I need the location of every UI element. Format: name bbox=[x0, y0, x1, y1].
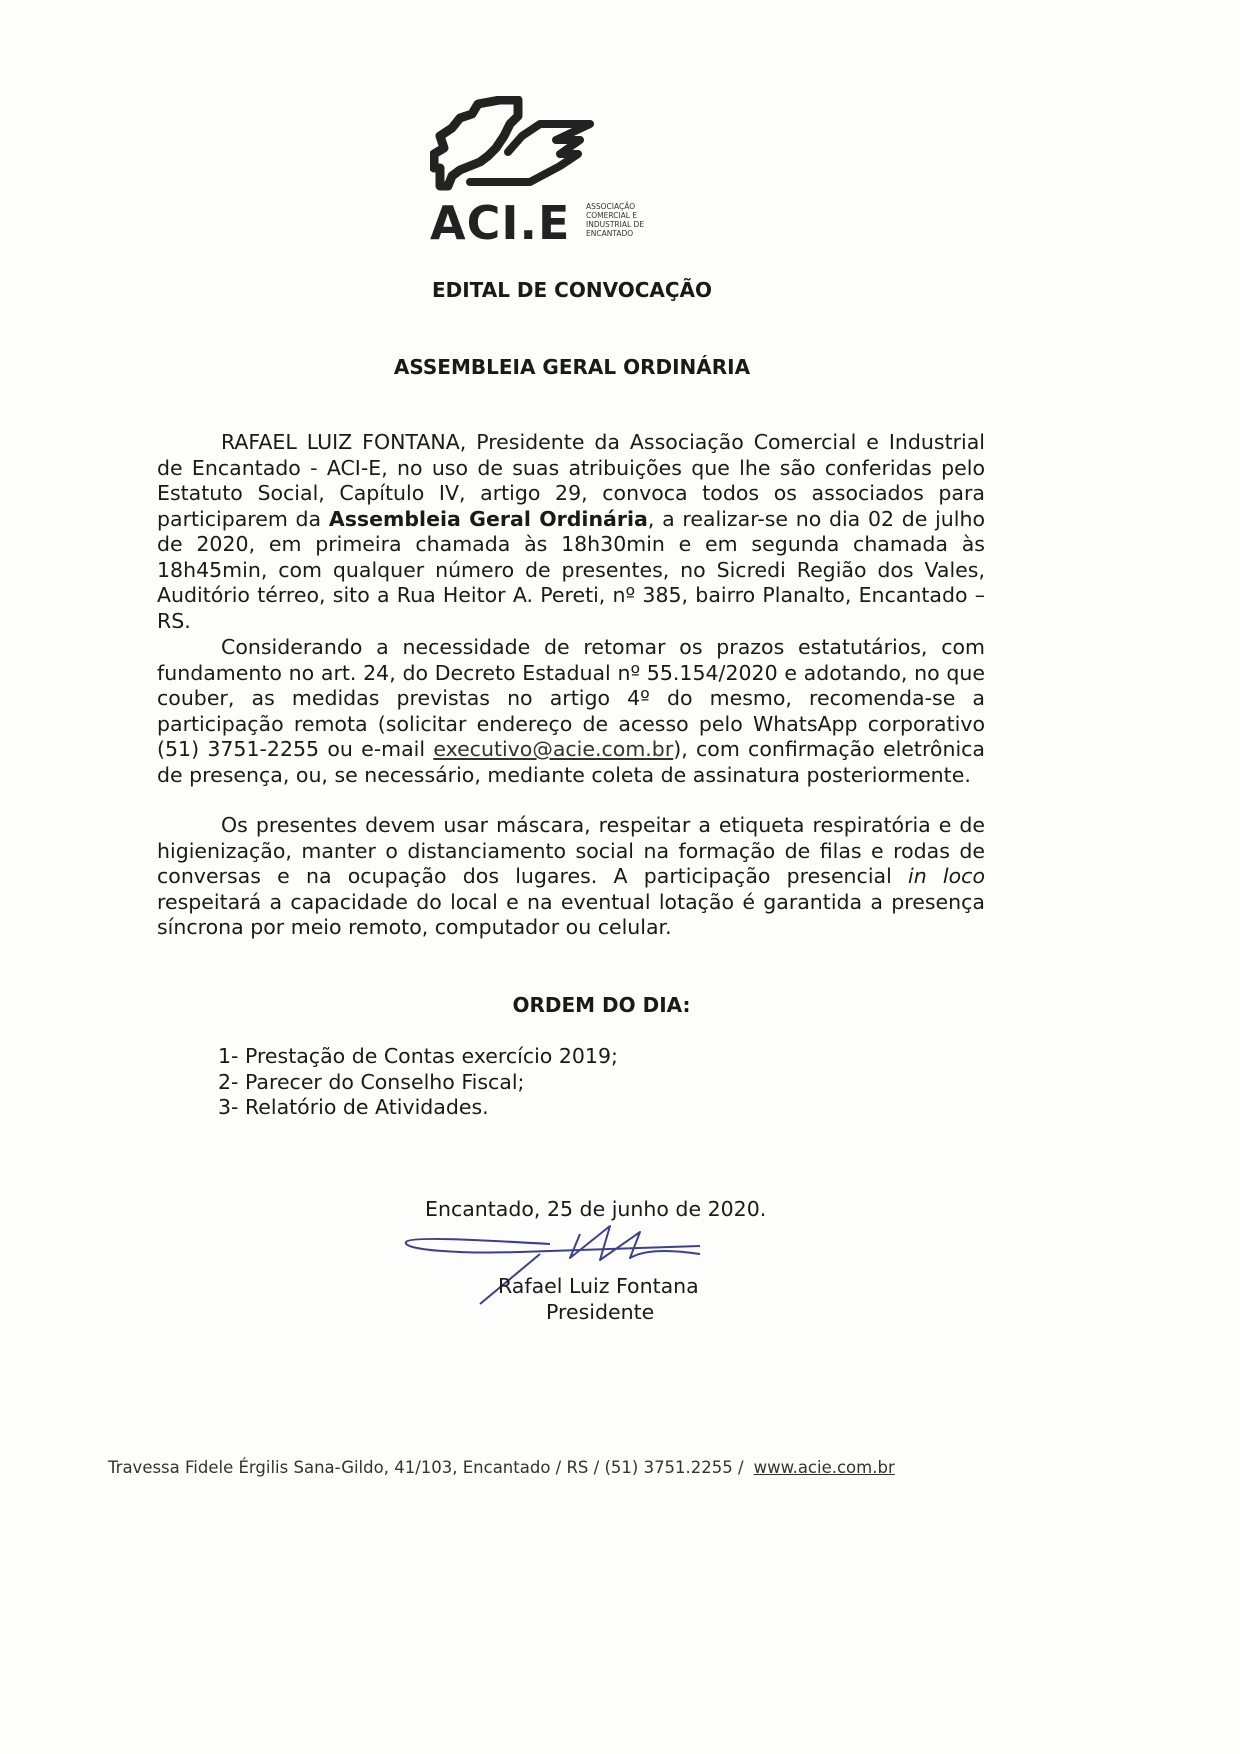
agenda-item: 3- Relatório de Atividades. bbox=[218, 1095, 489, 1119]
paragraph-remote-participation bbox=[157, 635, 985, 788]
footer-address: Travessa Fidele Érgilis Sana-Gildo, 41/103, Encantado / RS / (51) 3751.2255 / bbox=[108, 1458, 744, 1477]
agenda-item: 1- Prestação de Contas exercício 2019; bbox=[218, 1044, 618, 1068]
agenda-list bbox=[218, 1044, 618, 1121]
signatory-role: Presidente bbox=[546, 1300, 655, 1324]
footer bbox=[108, 1458, 895, 1477]
paragraph-text: respeitará a capacidade do local e na eventual lotação é garantida a presença síncrona por meio remoto, computador ou celular. bbox=[157, 889, 985, 939]
paragraph-text: Os presentes devem usar máscara, respeitar a etiqueta respiratória e de higienização, manter o distanciamento social na formação de filas e rodas de conversas e na ocupação dos lugares. A participação presencial bbox=[157, 813, 985, 888]
email-link[interactable]: executivo@acie.com.br bbox=[433, 737, 674, 761]
logo-subtitle-line: COMERCIAL E bbox=[586, 211, 638, 220]
document-subheading: ASSEMBLEIA GERAL ORDINÁRIA bbox=[393, 355, 751, 379]
agenda-item: 2- Parecer do Conselho Fiscal; bbox=[218, 1069, 525, 1094]
paragraph-text: ), com confirmação eletrônica de presença, ou, se necessário, mediante coleta de assinatura posteriormente. bbox=[157, 737, 985, 787]
logo-wordmark: ACI.E bbox=[430, 196, 571, 250]
paragraph-text: , a realizar-se no dia 02 de julho de 2020, em primeira chamada às 18h30min e em segunda chamada às 18h45min, com qualquer número de presentes, no Sicredi Região dos Vales, Auditório térreo, sito a Rua Heitor A. Pereti, nº 385, bairro Planalto, Encantado – RS. bbox=[157, 506, 985, 633]
footer-website-link[interactable]: www.acie.com.br bbox=[753, 1458, 895, 1477]
paragraph-health-measures bbox=[157, 813, 985, 941]
bold-text: Assembleia Geral Ordinária bbox=[328, 506, 648, 531]
wing-gear-logo-icon bbox=[430, 96, 600, 196]
date-line: Encantado, 25 de junho de 2020. bbox=[425, 1197, 767, 1221]
document-heading: EDITAL DE CONVOCAÇÃO bbox=[431, 278, 713, 302]
paragraph-convocation bbox=[157, 430, 985, 634]
acie-logo bbox=[430, 96, 670, 250]
paragraph-text: Considerando a necessidade de retomar os prazos estatutários, com fundamento no art. 24, do Decreto Estadual nº 55.154/2020 e adotando, no que couber, as medidas previstas no artigo 4º do mesmo, recomenda-se a participação remota (solicitar endereço de acesso pelo WhatsApp corporativo (51) 3751-2255 ou e-mail bbox=[157, 635, 985, 761]
logo-subtitle-line: INDUSTRIAL DE bbox=[586, 220, 645, 229]
signatory-name: Rafael Luiz Fontana bbox=[498, 1274, 699, 1298]
agenda-title: ORDEM DO DIA: bbox=[512, 993, 691, 1017]
logo-subtitle bbox=[586, 202, 666, 238]
logo-subtitle-line: ENCANTADO bbox=[586, 229, 634, 238]
italic-text: in loco bbox=[908, 864, 985, 888]
paragraph-text: RAFAEL LUIZ FONTANA, Presidente da Associação Comercial e Industrial de Encantado - ACI-E, no uso de suas atribuições que lhe são conferidas pelo Estatuto Social, Capítulo IV, artigo 29, convoca todos os associados para participarem da bbox=[157, 430, 985, 531]
logo-subtitle-line: ASSOCIAÇÃO bbox=[586, 202, 636, 211]
